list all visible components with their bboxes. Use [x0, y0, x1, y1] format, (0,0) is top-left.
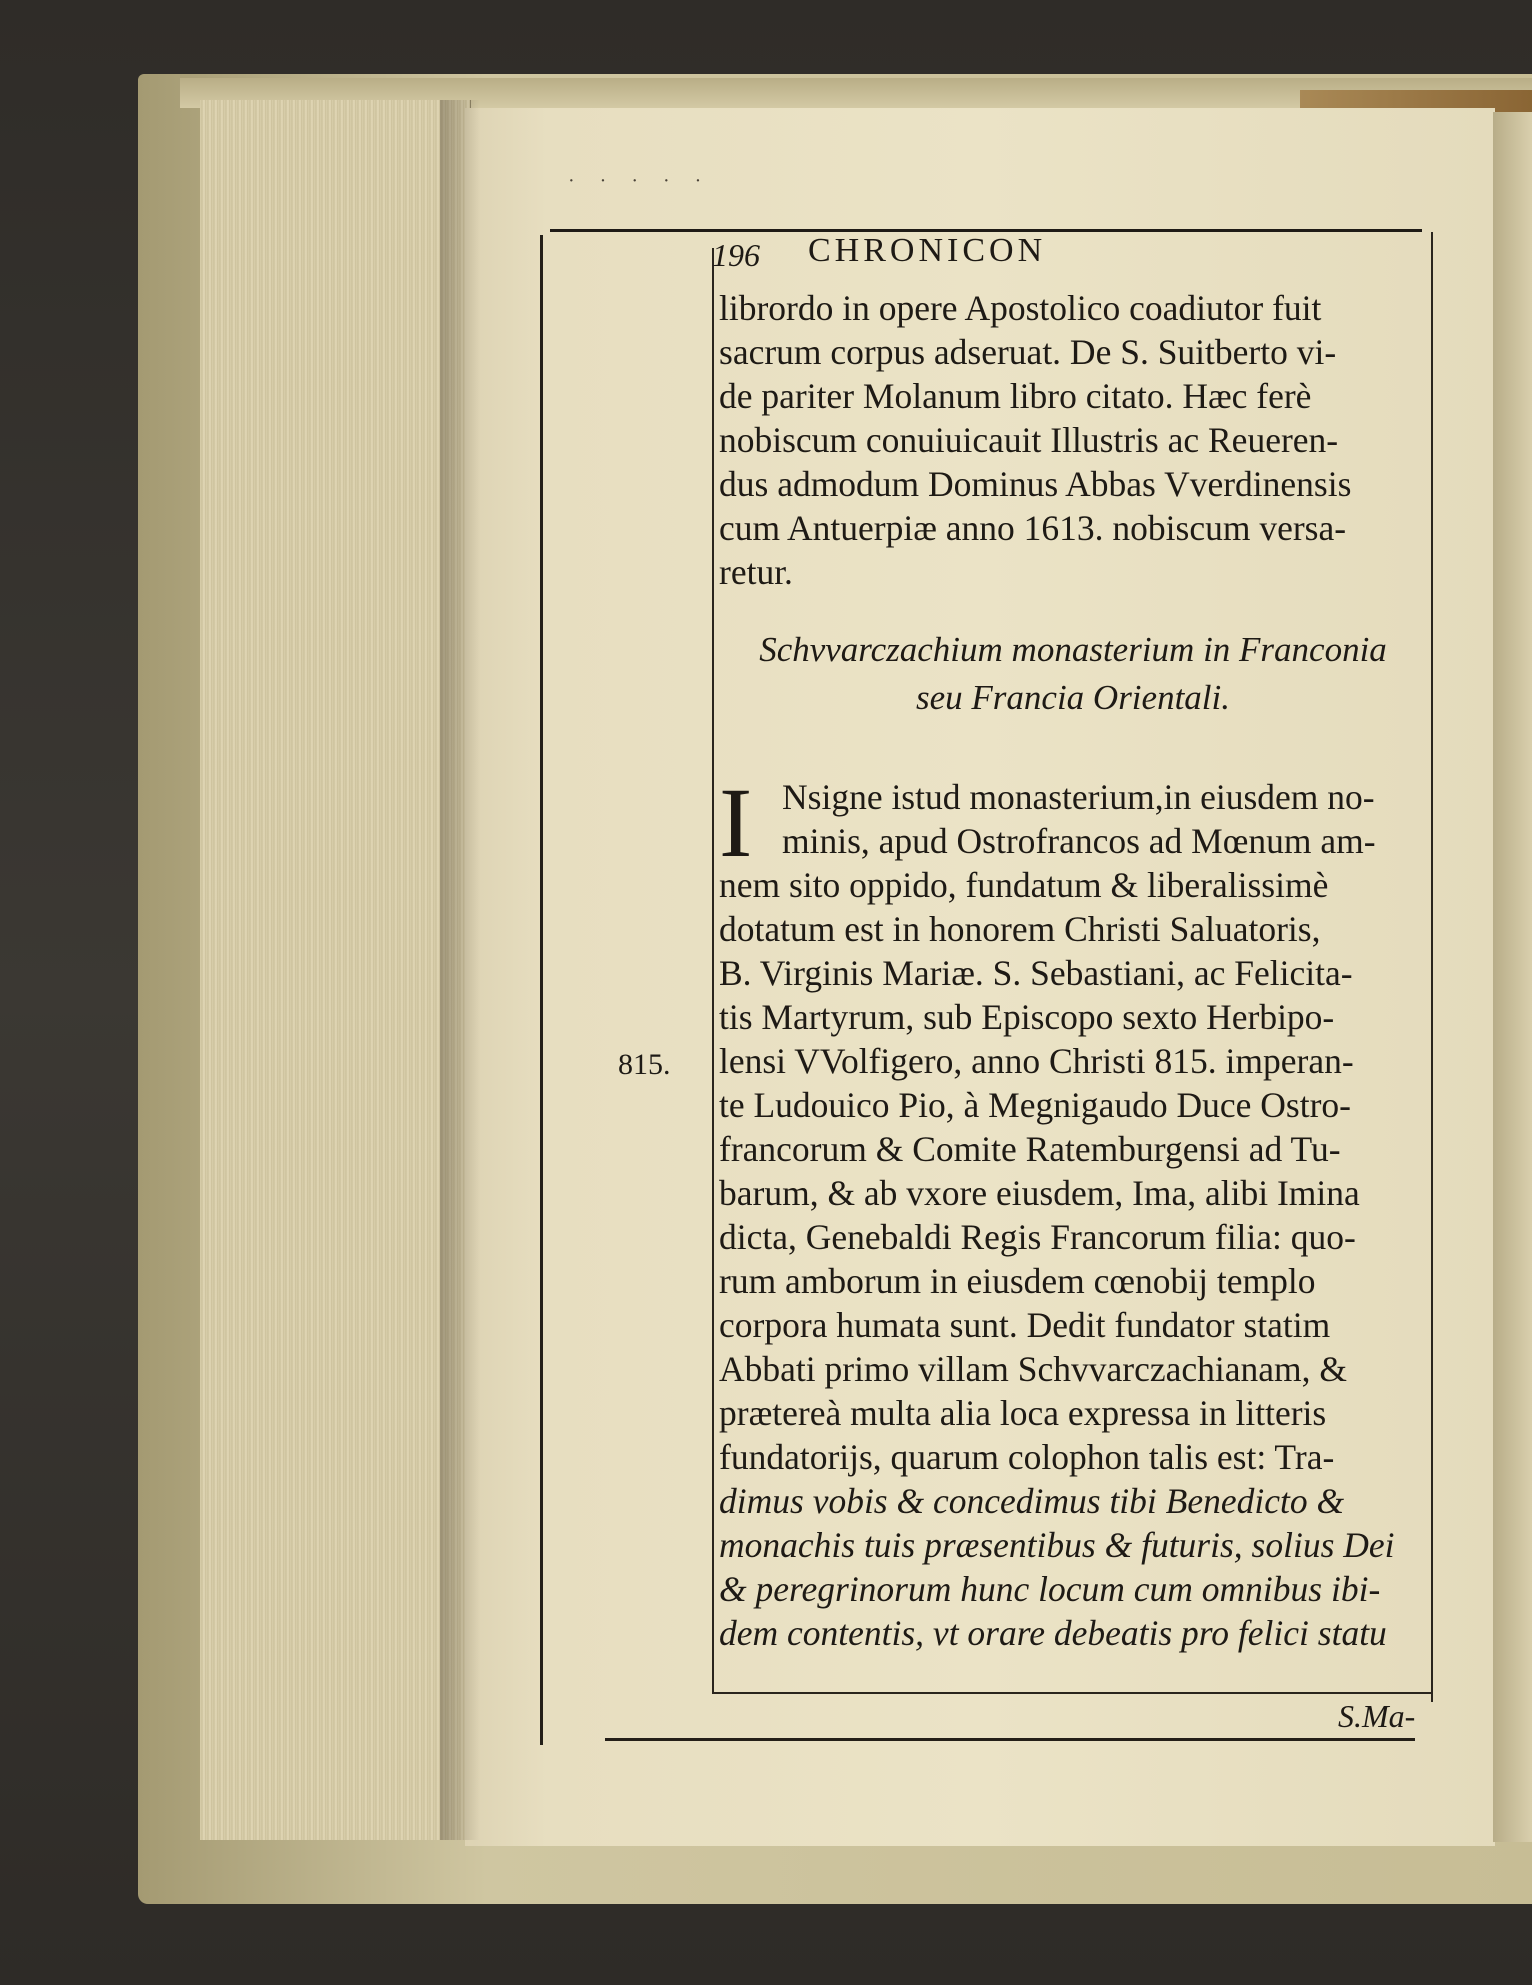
- drop-cap: I: [719, 767, 753, 878]
- text-line: corpora humata sunt. Dedit fundator statim: [719, 1305, 1331, 1345]
- text-line: tis Martyrum, sub Episcopo sexto Herbipo-: [719, 997, 1335, 1037]
- text-line: nobiscum conuiuicauit Illustris ac Reueren-: [719, 420, 1339, 460]
- text-line: librordo in opere Apostolico coadiutor fuit: [719, 288, 1322, 328]
- text-line: sacrum corpus adseruat. De S. Suitberto vi-: [719, 332, 1337, 372]
- text-line: dimus vobis & concedimus tibi Benedicto &: [719, 1481, 1345, 1521]
- text-line: & peregrinorum hunc locum cum omnibus ibi-: [719, 1569, 1381, 1609]
- facing-page-edge: [1493, 112, 1532, 1842]
- text-block-bottom-rule: [712, 1692, 1432, 1694]
- section-heading-line-2: seu Francia Orientali.: [916, 678, 1230, 717]
- text-block-right-rule: [1431, 232, 1433, 1702]
- text-line: monachis tuis præsentibus & futuris, solius Dei: [719, 1525, 1395, 1565]
- text-block-left-rule: [712, 248, 714, 1693]
- text-line: lensi VVolfigero, anno Christi 815. imperan-: [719, 1041, 1354, 1081]
- text-line: dem contentis, vt orare debeatis pro felici statu: [719, 1613, 1387, 1653]
- text-line: cum Antuerpiæ anno 1613. nobiscum versa-: [719, 508, 1347, 548]
- text-line: prætereà multa alia loca expressa in litteris: [719, 1393, 1327, 1433]
- text-line: barum, & ab vxore eiusdem, Ima, alibi Imina: [719, 1173, 1360, 1213]
- text-line: francorum & Comite Ratemburgensi ad Tu-: [719, 1129, 1341, 1169]
- frame-left-rule: [540, 235, 543, 1745]
- text-line: dotatum est in honorem Christi Saluatoris,: [719, 909, 1321, 949]
- text-line: Nsigne istud monasterium,in eiusdem no-: [782, 777, 1375, 817]
- text-line: te Ludouico Pio, à Megnigaudo Duce Ostro-: [719, 1085, 1351, 1125]
- text-line: rum amborum in eiusdem cœnobij templo: [719, 1261, 1316, 1301]
- running-head: CHRONICON: [808, 232, 1047, 269]
- text-line: Abbati primo villam Schvvarczachianam, &: [719, 1349, 1347, 1389]
- text-line: retur.: [719, 552, 793, 592]
- text-line: nem sito oppido, fundatum & liberalissimè: [719, 865, 1329, 905]
- section-heading-line-1: Schvvarczachium monasterium in Franconia: [759, 630, 1387, 669]
- margin-note-year: 815.: [618, 1048, 671, 1081]
- page-edges: [200, 100, 471, 1840]
- text-line: dus admodum Dominus Abbas Vverdinensis: [719, 464, 1352, 504]
- text-line: dicta, Genebaldi Regis Francorum filia: quo-: [719, 1217, 1356, 1257]
- text-line: de pariter Molanum libro citato. Hæc ferè: [719, 376, 1312, 416]
- text-line: B. Virginis Mariæ. S. Sebastiani, ac Felicita-: [719, 953, 1353, 993]
- frame-bottom-rule: [605, 1738, 1415, 1741]
- text-line: fundatorijs, quarum colophon talis est: Tra-: [719, 1437, 1335, 1477]
- catchword: S.Ma-: [1338, 1698, 1416, 1734]
- page-number: 196: [712, 237, 760, 273]
- text-line: minis, apud Ostrofrancos ad Mœnum am-: [782, 821, 1376, 861]
- page-gutter: [440, 100, 480, 1840]
- decorative-dots: · · · · ·: [568, 170, 712, 192]
